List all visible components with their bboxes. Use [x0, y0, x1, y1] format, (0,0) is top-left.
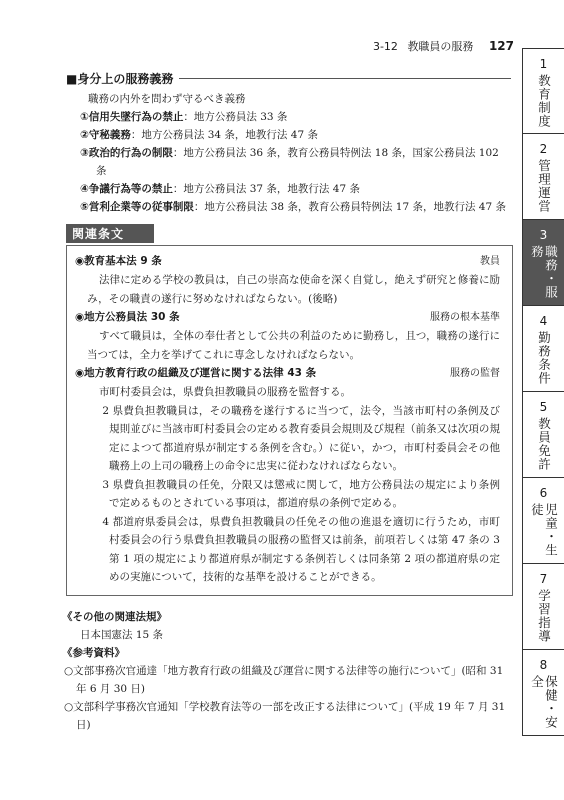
chapter-tab-6[interactable]: 6 児童・生徒: [522, 478, 564, 564]
duty-item: ④争議行為等の禁止：地方公務員法 37 条，地教行法 47 条: [80, 183, 360, 195]
chapter-tab-5[interactable]: 5 教員免許: [522, 392, 564, 478]
duty-item: ⑤営利企業等の従事制限：地方公務員法 38 条，教育公務員特例法 17 条，地教行法 47 条: [80, 201, 506, 213]
law-paragraph: 法律に定める学校の教員は，自己の崇高な使命を深く自覚し，絶えず研究と修養に励み，その職責の遂行に努めなければならない。(後略): [87, 274, 500, 305]
law-name: ◉地方公務員法 30 条: [75, 311, 180, 323]
law-name: ◉地方教育行政の組織及び運営に関する法律 43 条: [75, 367, 317, 379]
duty-item: ①信用失墜行為の禁止：地方公務員法 33 条: [80, 111, 288, 123]
law-tag: 服務の根本基準: [430, 312, 500, 323]
chapter-tab-7[interactable]: 7 学習指導: [522, 564, 564, 650]
law-paragraph: 3 県費負担教職員の任免，分限又は懲戒に関して，地方公務員法の規定により条例で定めるものとされている事項は，都道府県の条例で定める。: [87, 476, 500, 513]
law-paragraph: 市町村委員会は，県費負担教職員の服務を監督する。: [99, 386, 351, 398]
chapter-tab-4[interactable]: 4 勤務条件: [522, 306, 564, 392]
other-laws-section: [62, 608, 511, 734]
page-number: 127: [488, 39, 514, 53]
law-paragraph: すべて職員は，全体の奉仕者として公共の利益のために勤務し，且つ，職務の遂行に当つては，全力を挙げてこれに専念しなければならない。: [87, 330, 500, 361]
duties-heading: [66, 70, 511, 87]
chapter-index-tabs: [522, 48, 564, 736]
duties-heading-text: ■身分上の服務義務: [66, 72, 174, 86]
duty-item: ③政治的行為の制限：地方公務員法 36 条，教育公務員特例法 18 条，国家公務員法 102 条: [80, 147, 499, 177]
main-content: [62, 70, 511, 734]
section-title: 教職員の服務: [407, 40, 474, 53]
duties-intro: 職務の内外を問わず守るべき義務: [88, 93, 246, 105]
paragraph-number: 3: [102, 478, 109, 491]
law-block: [75, 252, 500, 308]
related-articles-label: 関連条文: [66, 224, 154, 243]
heading-rule: [179, 78, 511, 79]
law-heading: [75, 308, 500, 327]
law-heading: [75, 364, 500, 383]
reference-item: ○文部科学事務次官通知「学校教育法等の一部を改正する法律について」(平成 19 年 7 月 31 日): [64, 700, 506, 731]
running-header: [373, 38, 514, 54]
law-tag: 服務の監督: [450, 368, 500, 379]
related-articles-box: [66, 245, 513, 596]
other-law-item: 日本国憲法 15 条: [80, 628, 164, 641]
paragraph-number: 2: [102, 404, 109, 417]
references-heading: 《参考資料》: [62, 646, 125, 659]
law-name: ◉教育基本法 9 条: [75, 255, 162, 267]
duties-list: [66, 108, 511, 216]
law-heading: [75, 252, 500, 271]
chapter-tab-1[interactable]: 1 教育制度: [522, 48, 564, 134]
law-tag: 教員: [480, 256, 500, 267]
section-number: 3-12: [372, 40, 398, 53]
reference-item: ○文部事務次官通達「地方教育行政の組織及び運営に関する法律等の施行について」(昭和 31 年 6 月 30 日): [64, 664, 504, 695]
chapter-tab-8[interactable]: 8 保健・安全: [522, 650, 564, 736]
law-block: [75, 364, 500, 587]
duty-item: ②守秘義務：地方公務員法 34 条，地教行法 47 条: [80, 129, 318, 141]
law-paragraph: 2 県費負担教職員は，その職務を遂行するに当つて，法令，当該市町村の条例及び規則並びに当該市町村委員会の定める教育委員会規則及び規程（前条又は次項の規定によつて都道府県が制定する条例を含む。）に従い，かつ，市町村委員会その他職務上の上司の職務上の命令に忠実に従わなければならない。: [87, 402, 500, 476]
chapter-tab-2[interactable]: 2 管理運営: [522, 134, 564, 220]
paragraph-number: 4: [102, 515, 109, 528]
chapter-tab-3[interactable]: 3 職務・服務: [522, 220, 564, 306]
law-paragraph: 4 都道府県委員会は，県費負担教職員の任免その他の進退を適切に行うため，市町村委員会の行う県費負担教職員の服務の監督又は前条，前項若しくは第 47 条の 3 第 1 項の規定により都道府県が制定する条例若しくは同条第 2 項の都道府県の定めの実施について，技術的な基準を設けることができる。: [87, 513, 500, 587]
other-laws-heading: 《その他の関連法規》: [62, 610, 167, 623]
law-block: [75, 308, 500, 364]
